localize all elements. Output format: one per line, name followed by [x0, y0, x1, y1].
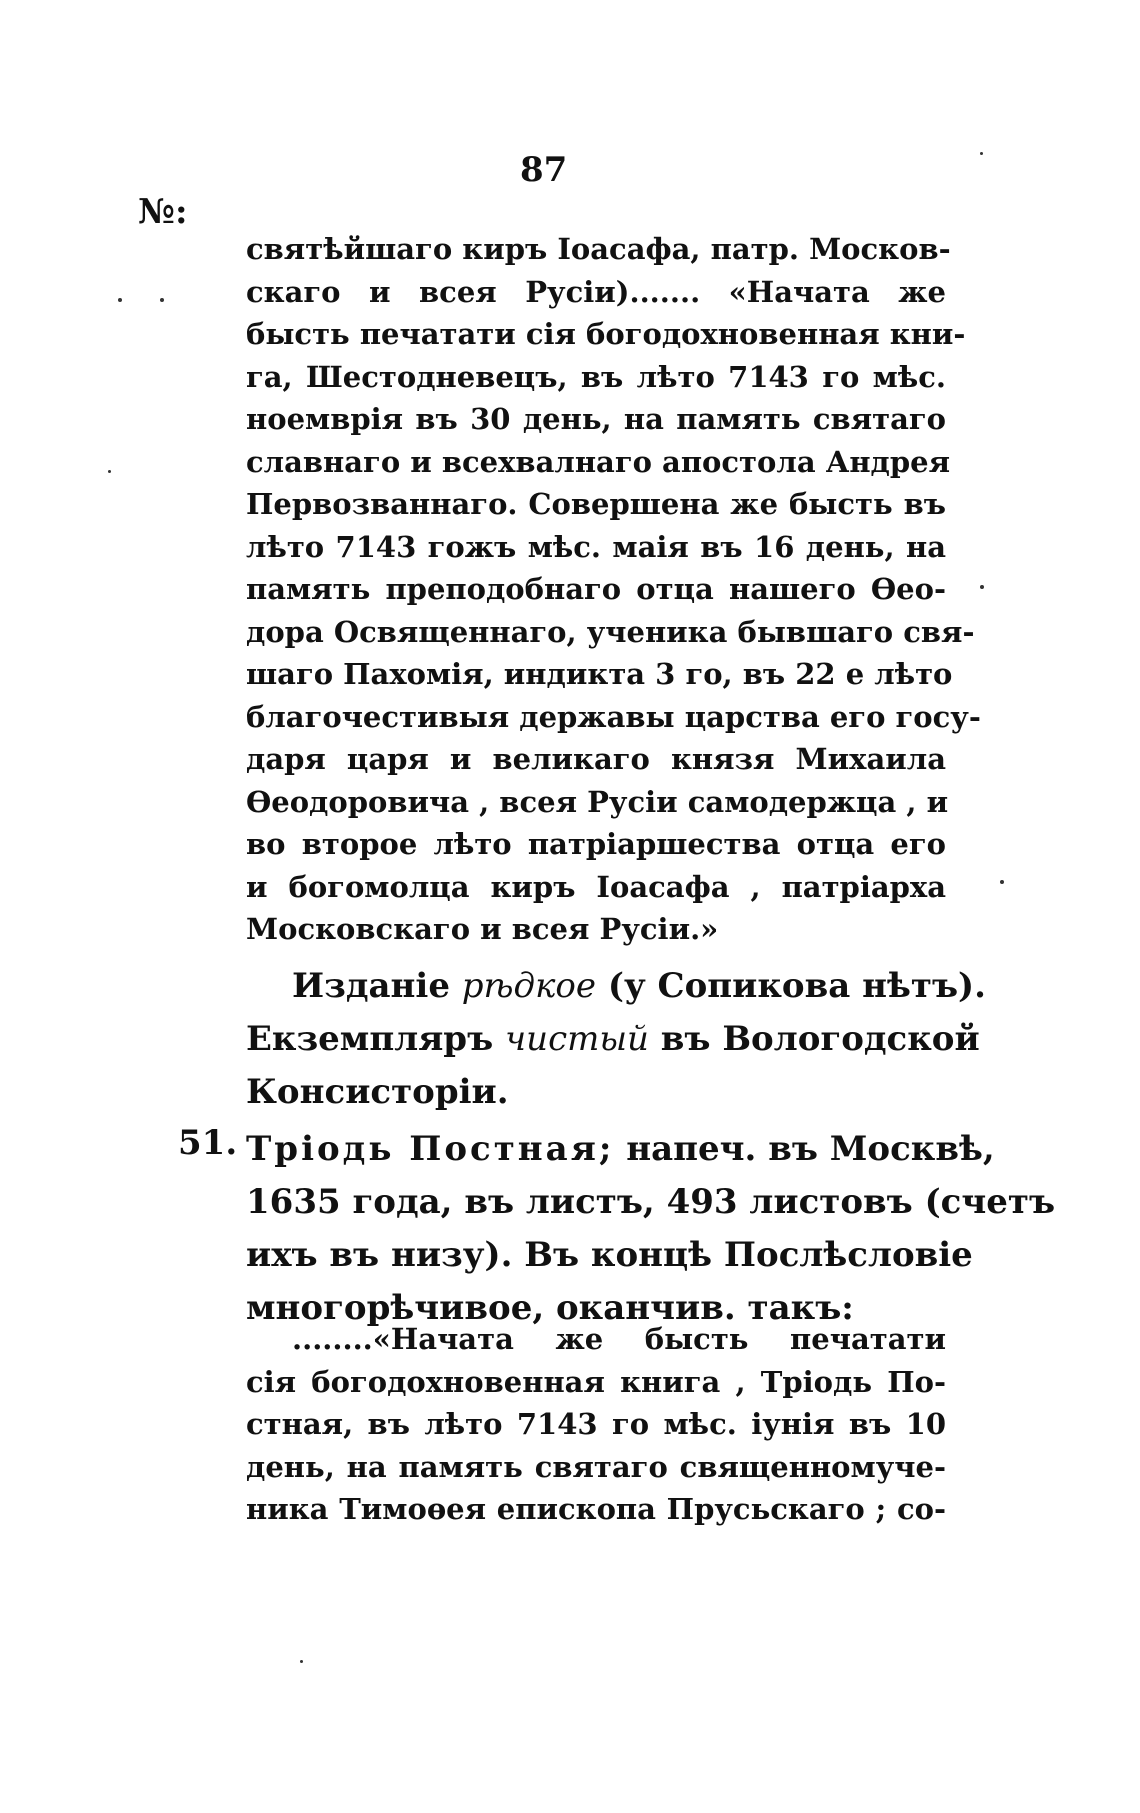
quote-line: лѣто 7143 гожъ мѣс. маія въ 16 день, на — [246, 529, 946, 564]
entry-quote-line: стная, въ лѣто 7143 го мѣс. іунія въ 10 — [246, 1407, 946, 1441]
quote-line: Московскаго и всея Русіи.» — [246, 912, 719, 946]
note-line: Екземпляръ чистый въ Вологодской — [246, 1019, 980, 1059]
entry-line: ихъ въ низу). Въ концѣ Послѣсловіе — [246, 1235, 973, 1275]
quote-line: дора Освященнаго, ученика бывшаго свя- — [246, 614, 975, 649]
quote-line: шаго Пахомія, индикта 3 го, въ 22 е лѣто — [246, 657, 953, 691]
note-emphasis: рѣдкое — [461, 966, 597, 1006]
paper-speck — [980, 152, 983, 155]
quote-line: и богомолца киръ Іоасафа , патріарха — [246, 869, 946, 904]
entry-quote-line: сія богодохновенная книга , Тріодь По- — [246, 1364, 946, 1399]
paper-speck — [160, 298, 164, 302]
quote-continuation — [246, 228, 981, 951]
quote-line: бысть печатати сія богодохновенная кни- — [246, 317, 966, 351]
number-sign-marginal: №: — [138, 192, 188, 232]
note-line: Консисторіи. — [246, 1072, 509, 1112]
entry-quote — [246, 1318, 946, 1531]
catalog-entry — [246, 1123, 1056, 1335]
paper-speck — [1000, 880, 1004, 884]
entry-line: многорѣчивое, оканчив. такъ: — [246, 1288, 854, 1328]
paper-speck — [108, 470, 111, 473]
quote-line: га, Шестодневецъ, въ лѣто 7143 го мѣс. — [246, 359, 946, 394]
quote-line: во второе лѣто патріаршества отца его — [246, 827, 946, 861]
entry-line: Тріодь Постная; напеч. въ Москвѣ, — [246, 1129, 995, 1169]
entry-line: 1635 года, въ листъ, 493 листовъ (счетъ — [246, 1182, 1056, 1222]
quote-line: скаго и всея Русіи)....... «Начата же — [246, 274, 946, 309]
entry-quote-line: день, на память святаго священномуче- — [246, 1449, 946, 1484]
entry-quote-line: ника Тимоөея епископа Прусьскаго ; со- — [246, 1492, 946, 1526]
quote-line: ноемврія въ 30 день, на память святаго — [246, 402, 946, 436]
quote-line: благочестивыя державы царства его госу- — [246, 699, 981, 734]
quote-line: святѣйшаго киръ Іоасафа, патр. Москов- — [246, 232, 951, 266]
quote-line: даря царя и великаго князя Михаила — [246, 742, 946, 776]
paper-speck — [300, 1660, 303, 1663]
page-number: 87 — [520, 150, 568, 190]
quote-line: Өеодоровича , всея Русіи самодержца , и — [246, 784, 949, 819]
paper-speck — [980, 585, 984, 589]
quote-line: славнаго и всехвалнаго апостола Андрея — [246, 444, 951, 479]
quote-line: память преподобнаго отца нашего Өео- — [246, 572, 946, 606]
note-emphasis: чистый — [505, 1019, 649, 1059]
edition-note — [246, 960, 986, 1119]
entry-quote-line: ........«Начата же бысть печатати — [292, 1322, 946, 1356]
quote-line: Первозваннаго. Совершена же бысть въ — [246, 487, 946, 521]
entry-title: Тріодь Постная; — [246, 1129, 615, 1169]
note-line: Изданіе рѣдкое (у Сопикова нѣтъ). — [292, 966, 986, 1006]
entry-number: 51. — [178, 1123, 238, 1163]
paper-speck — [118, 298, 122, 302]
